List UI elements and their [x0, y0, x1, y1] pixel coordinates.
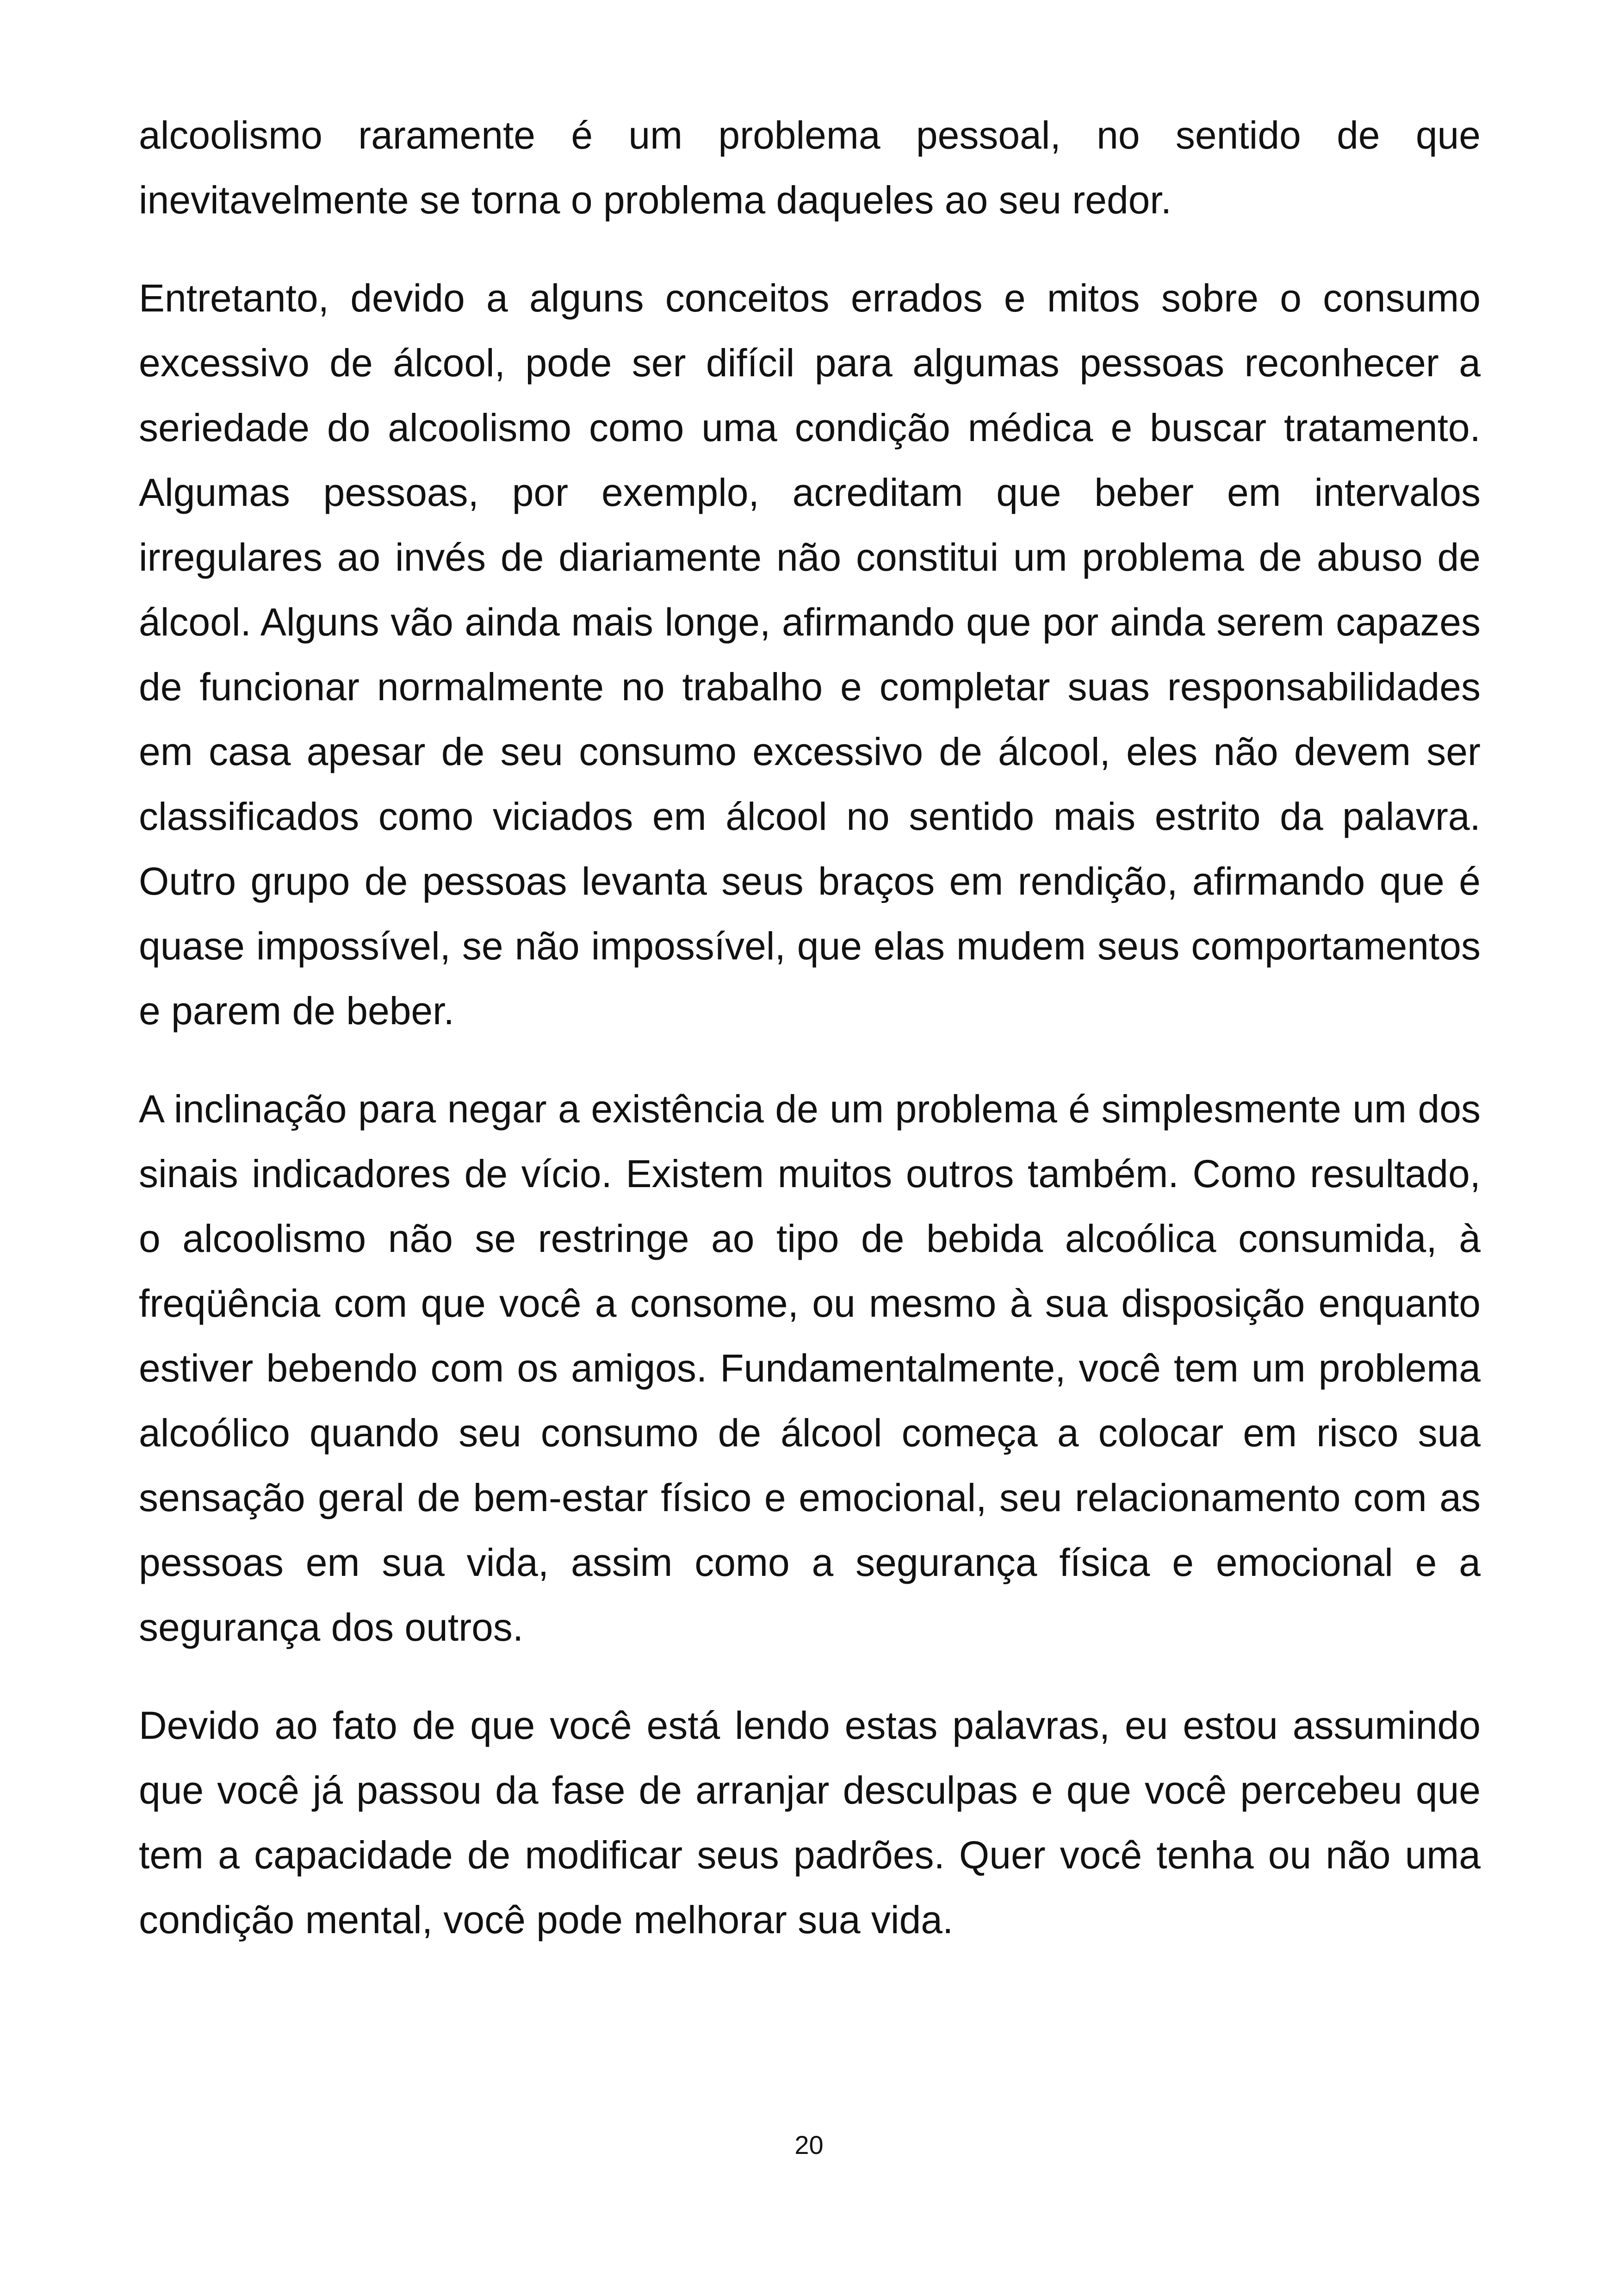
paragraph: Devido ao fato de que você está lendo estas palavras, eu estou assumindo que você já passou da fase de arranjar desculpas e que você percebeu que tem a capacidade de modificar seus padrões. Quer você tenha ou não uma condição mental, você pode melhorar sua vida. [139, 1704, 1481, 1941]
page-number: 20 [794, 2130, 824, 2159]
paragraph: alcoolismo raramente é um problema pessoal, no sentido de que inevitavelmente se torna o problema daqueles ao seu redor. [139, 113, 1481, 222]
body-text [139, 103, 1481, 1952]
paragraph: Entretanto, devido a alguns conceitos errados e mitos sobre o consumo excessivo de álcool, pode ser difícil para algumas pessoas reconhecer a seriedade do alcoolismo como uma condição médica e buscar tratamento. Algumas pessoas, por exemplo, acreditam que beber em intervalos irregulares ao invés de diariamente não constitui um problema de abuso de álcool. Alguns vão ainda mais longe, afirmando que por ainda serem capazes de funcionar normalmente no trabalho e completar suas responsabilidades em casa apesar de seu consumo excessivo de álcool, eles não devem ser classificados como viciados em álcool no sentido mais estrito da palavra. Outro grupo de pessoas levanta seus braços em rendição, afirmando que é quase impossível, se não impossível, que elas mudem seus comportamentos e parem de beber. [139, 276, 1481, 1033]
paragraph: A inclinação para negar a existência de um problema é simplesmente um dos sinais indicadores de vício. Existem muitos outros também. Como resultado, o alcoolismo não se restringe ao tipo de bebida alcoólica consumida, à freqüência com que você a consome, ou mesmo à sua disposição enquanto estiver bebendo com os amigos. Fundamentalmente, você tem um problema alcoólico quando seu consumo de álcool começa a colocar em risco sua sensação geral de bem-estar físico e emocional, seu relacionamento com as pessoas em sua vida, assim como a segurança física e emocional e a segurança dos outros. [139, 1087, 1481, 1649]
